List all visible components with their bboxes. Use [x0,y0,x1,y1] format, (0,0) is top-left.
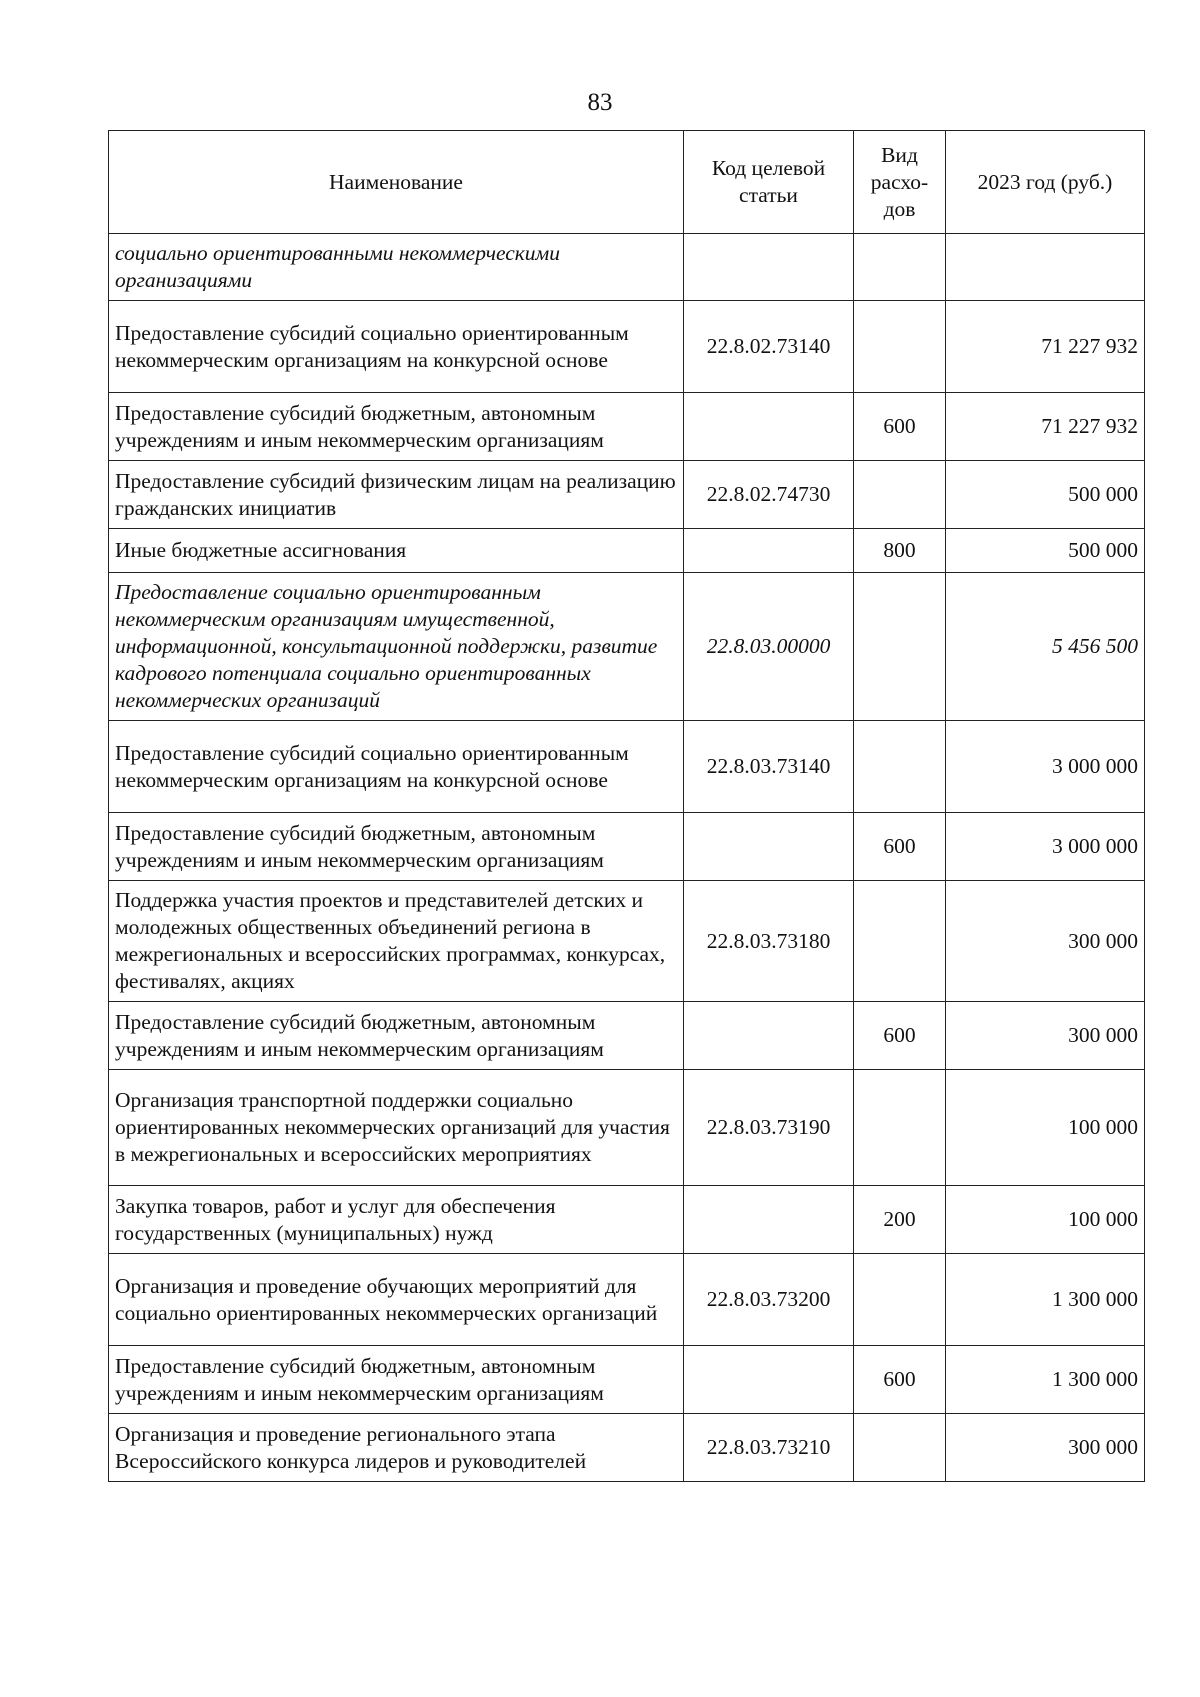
row-kind-cell: 800 [854,529,946,573]
row-kind-cell [854,573,946,721]
table-row [109,573,1145,721]
row-kind-cell [854,1414,946,1482]
row-code-cell [684,234,854,301]
row-name-cell: Предоставление субсидий бюджетным, автономным учреждениям и иным некоммерческим организациям [109,393,684,461]
table-row [109,529,1145,573]
row-name-cell: Иные бюджетные ассигнования [109,529,684,573]
row-sum-cell: 500 000 [946,529,1145,573]
row-kind-cell: 600 [854,813,946,881]
table-row [109,234,1145,301]
row-kind-cell: 600 [854,1346,946,1414]
row-code-cell: 22.8.03.73210 [684,1414,854,1482]
row-kind-cell [854,461,946,529]
table-body [109,234,1145,1482]
row-sum-cell: 5 456 500 [946,573,1145,721]
row-code-cell: 22.8.02.74730 [684,461,854,529]
row-code-cell: 22.8.03.73200 [684,1254,854,1346]
row-code-cell: 22.8.03.73190 [684,1070,854,1186]
table-row [109,393,1145,461]
row-kind-cell [854,301,946,393]
row-name-cell: Закупка товаров, работ и услуг для обеспечения государственных (муниципальных) нужд [109,1186,684,1254]
row-name-cell: Предоставление субсидий бюджетным, автономным учреждениям и иным некоммерческим организациям [109,1002,684,1070]
header-code: Код целевой статьи [684,131,854,234]
row-name-cell: Предоставление социально ориентированным некоммерческим организациям имущественной, информационной, консультационной поддержки, развитие кадрового потенциала социально ориентированных некоммерческих организаций [109,573,684,721]
row-sum-cell: 300 000 [946,881,1145,1002]
row-kind-cell: 200 [854,1186,946,1254]
row-code-cell: 22.8.03.00000 [684,573,854,721]
header-name: Наименование [109,131,684,234]
row-name-cell: Организация и проведение обучающих мероприятий для социально ориентированных некоммерческих организаций [109,1254,684,1346]
row-name-cell: социально ориентированными некоммерческими организациями [109,234,684,301]
table-header-row [109,131,1145,234]
row-name-cell: Предоставление субсидий бюджетным, автономным учреждениям и иным некоммерческим организациям [109,1346,684,1414]
row-code-cell [684,1002,854,1070]
row-kind-cell [854,721,946,813]
row-name-cell: Организация транспортной поддержки социально ориентированных некоммерческих организаций для участия в межрегиональных и всероссийских мероприятиях [109,1070,684,1186]
row-code-cell [684,393,854,461]
header-sum: 2023 год (руб.) [946,131,1145,234]
table-row [109,721,1145,813]
budget-table [108,130,1145,1482]
row-kind-cell [854,1070,946,1186]
row-sum-cell: 71 227 932 [946,301,1145,393]
row-name-cell: Предоставление субсидий бюджетным, автономным учреждениям и иным некоммерческим организациям [109,813,684,881]
row-sum-cell: 100 000 [946,1186,1145,1254]
row-name-cell: Предоставление субсидий социально ориентированным некоммерческим организациям на конкурсной основе [109,301,684,393]
row-sum-cell: 3 000 000 [946,721,1145,813]
row-code-cell [684,1186,854,1254]
row-kind-cell [854,1254,946,1346]
row-sum-cell [946,234,1145,301]
row-sum-cell: 71 227 932 [946,393,1145,461]
row-sum-cell: 300 000 [946,1002,1145,1070]
row-kind-cell: 600 [854,1002,946,1070]
row-code-cell: 22.8.03.73180 [684,881,854,1002]
row-name-cell: Организация и проведение регионального этапа Всероссийского конкурса лидеров и руководителей [109,1414,684,1482]
row-sum-cell: 500 000 [946,461,1145,529]
page-number: 83 [587,89,613,116]
row-sum-cell: 1 300 000 [946,1346,1145,1414]
row-code-cell [684,529,854,573]
table-row [109,1002,1145,1070]
table-row [109,881,1145,1002]
row-name-cell: Поддержка участия проектов и представителей детских и молодежных общественных объединений региона в межрегиональных и всероссийских программах, конкурсах, фестивалях, акциях [109,881,684,1002]
table-row [109,461,1145,529]
row-name-cell: Предоставление субсидий физическим лицам на реализацию гражданских инициатив [109,461,684,529]
header-kind: Вид расхо-дов [854,131,946,234]
row-sum-cell: 3 000 000 [946,813,1145,881]
row-name-cell: Предоставление субсидий социально ориентированным некоммерческим организациям на конкурсной основе [109,721,684,813]
table-row [109,301,1145,393]
row-code-cell [684,813,854,881]
row-sum-cell: 1 300 000 [946,1254,1145,1346]
table-row [109,1346,1145,1414]
table-row [109,813,1145,881]
row-code-cell: 22.8.02.73140 [684,301,854,393]
table-row [109,1414,1145,1482]
table-row [109,1254,1145,1346]
row-kind-cell: 600 [854,393,946,461]
row-kind-cell [854,881,946,1002]
row-kind-cell [854,234,946,301]
table-row [109,1186,1145,1254]
table-row [109,1070,1145,1186]
row-sum-cell: 300 000 [946,1414,1145,1482]
row-code-cell [684,1346,854,1414]
row-code-cell: 22.8.03.73140 [684,721,854,813]
row-sum-cell: 100 000 [946,1070,1145,1186]
